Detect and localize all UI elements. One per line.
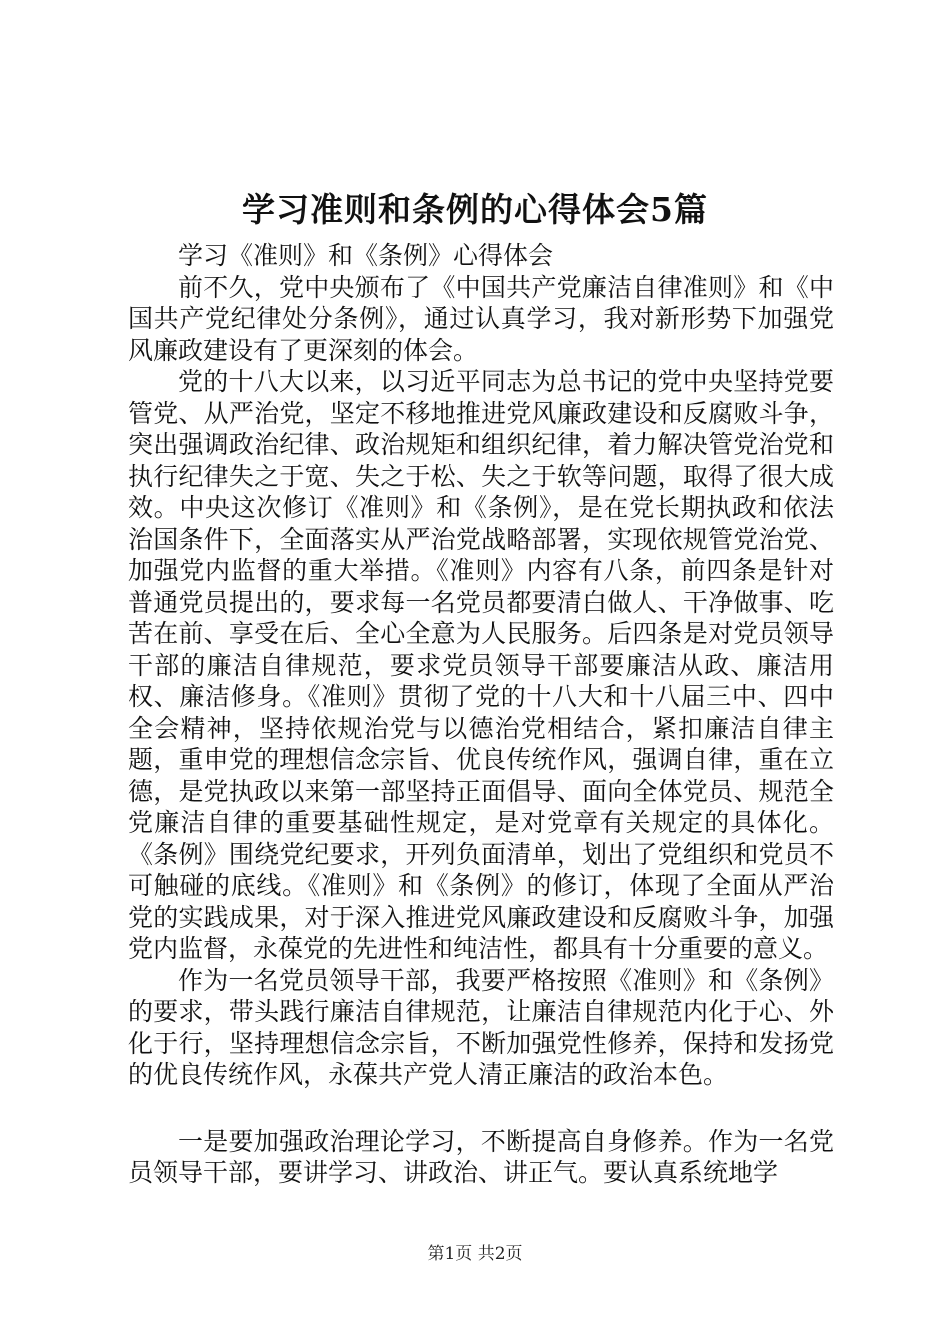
document-title: 学习准则和条例的心得体会5篇 xyxy=(242,190,708,229)
document-subtitle: 学习《准则》和《条例》心得体会 xyxy=(178,241,554,270)
paragraph-main: 党的十八大以来，以习近平同志为总书记的党中央坚持党要管党、从严治党，坚定不移地推进党风廉政建设和反腐败斗争，突出强调政治纪律、政治规矩和组织纪律，着力解决管党治党和执行纪律失之于宽、失之于松、失之于软等问题，取得了很大成效。中央这次修订《准则》和《条例》，是在党长期执政和依法治国条件下，全面落实从严治党战略部署，实现依规管党治党、加强党内监督的重大举措。《准则》内容有八条，前四条是针对普通党员提出的，要求每一名党员都要清白做人、干净做事、吃苦在前、享受在后、全心全意为人民服务。后四条是对党员领导干部的廉洁自律规范，要求党员领导干部要廉洁从政、廉洁用权、廉洁修身。《准则》贯彻了党的十八大和十八届三中、四中全会精神，坚持依规治党与以德治党相结合，紧扣廉洁自律主题，重申党的理想信念宗旨、优良传统作风，强调自律，重在立德，是党执政以来第一部坚持正面倡导、面向全体党员、规范全党廉洁自律的重要基础性规定，是对党章有关规定的具体化。《条例》围绕党纪要求，开列负面清单，划出了党组织和党员不可触碰的底线。《准则》和《条例》的修订，体现了全面从严治党的实践成果，对于深入推进党风廉政建设和反腐败斗争，加强党内监督，永葆党的先进性和纯洁性，都具有十分重要的意义。 xyxy=(128,367,834,963)
paragraph-point-one: 一是要加强政治理论学习，不断提高自身修养。作为一名党员领导干部，要讲学习、讲政治、讲正气。要认真系统地学 xyxy=(128,1126,834,1187)
paragraph-spacer xyxy=(128,1091,834,1126)
document-body xyxy=(128,240,834,1189)
page-number-footer: 第1页 共2页 xyxy=(427,1244,523,1264)
paragraph-intro: 前不久，党中央颁布了《中国共产党廉洁自律准则》和《中国共产党纪律处分条例》，通过认真学习，我对新形势下加强党风廉政建设有了更深刻的体会。 xyxy=(128,272,834,365)
paragraph-commitment: 作为一名党员领导干部，我要严格按照《准则》和《条例》的要求，带头践行廉洁自律规范，让廉洁自律规范内化于心、外化于行，坚持理想信念宗旨，不断加强党性修养，保持和发扬党的优良传统作风，永葆共产党人清正廉洁的政治本色。 xyxy=(128,965,834,1089)
